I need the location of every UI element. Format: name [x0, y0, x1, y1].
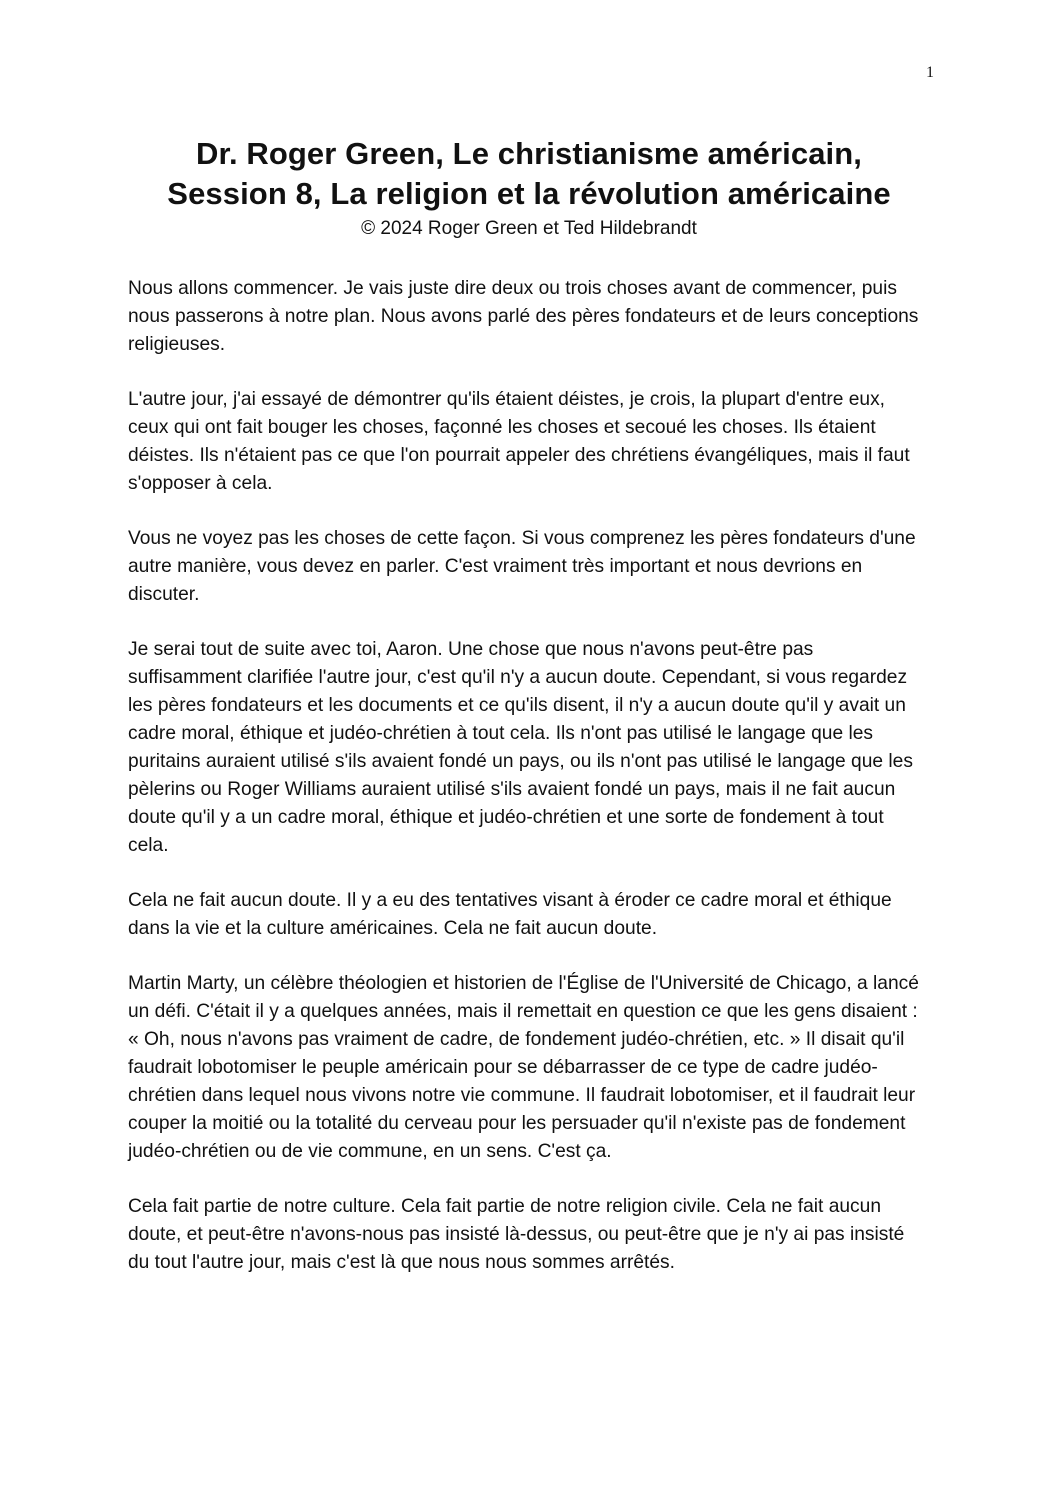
document-header — [0, 134, 1058, 242]
title-line-2: Session 8, La religion et la révolution américaine — [167, 176, 891, 211]
document-body — [128, 275, 928, 1304]
title-line-1: Dr. Roger Green, Le christianisme américain, — [196, 136, 862, 171]
copyright-notice: © 2024 Roger Green et Ted Hildebrandt — [361, 218, 697, 239]
paragraph: Cela fait partie de notre culture. Cela fait partie de notre religion civile. Cela ne fait aucun doute, et peut-être n'avons-nous pas insisté là-dessus, ou peut-être que je n'y ai pas insisté du tout l'autre jour, mais c'est là que nous nous sommes arrêtés. — [128, 1196, 905, 1273]
page-number: 1 — [926, 64, 934, 81]
paragraph: Cela ne fait aucun doute. Il y a eu des tentatives visant à éroder ce cadre moral et éthique dans la vie et la culture américaines. Cela ne fait aucun doute. — [128, 890, 892, 939]
paragraph: Nous allons commencer. Je vais juste dire deux ou trois choses avant de commencer, puis nous passerons à notre plan. Nous avons parlé des pères fondateurs et de leurs conceptions religieuses. — [128, 278, 919, 355]
paragraph: L'autre jour, j'ai essayé de démontrer qu'ils étaient déistes, je crois, la plupart d'entre eux, ceux qui ont fait bouger les choses, façonné les choses et secoué les choses. Ils étaient déistes. Ils n'étaient pas ce que l'on pourrait appeler des chrétiens évangéliques, mais il faut s'opposer à cela. — [128, 389, 910, 494]
paragraph: Je serai tout de suite avec toi, Aaron. Une chose que nous n'avons peut-être pas suffisamment clarifiée l'autre jour, c'est qu'il n'y a aucun doute. Cependant, si vous regardez les pères fondateurs et les documents et ce qu'ils disent, il n'y a aucun doute qu'il y avait un cadre moral, éthique et judéo-chrétien à tout cela. Ils n'ont pas utilisé le langage que les puritains auraient utilisé s'ils avaient fondé un pays, ou ils n'ont pas utilisé le langage que les pèlerins ou Roger Williams auraient utilisé s'ils avaient fondé un pays, mais il ne fait aucun doute qu'il y a un cadre moral, éthique et judéo-chrétien et une sorte de fondement à tout cela. — [128, 639, 913, 856]
paragraph: Martin Marty, un célèbre théologien et historien de l'Église de l'Université de Chicago, a lancé un défi. C'était il y a quelques années, mais il remettait en question ce que les gens disaient : « Oh, nous n'avons pas vraiment de cadre, de fondement judéo-chrétien, etc. » Il disait qu'il faudrait lobotomiser le peuple américain pour se débarrasser de ce type de cadre judéo-chrétien dans lequel nous vivons notre vie commune. Il faudrait lobotomiser, et il faudrait leur couper la moitié ou la totalité du cerveau pour les persuader qu'il n'existe pas de fondement judéo-chrétien ou de vie commune, en un sens. C'est ça. — [128, 973, 919, 1162]
paragraph: Vous ne voyez pas les choses de cette façon. Si vous comprenez les pères fondateurs d'une autre manière, vous devez en parler. C'est vraiment très important et nous devrions en discuter. — [128, 528, 916, 605]
